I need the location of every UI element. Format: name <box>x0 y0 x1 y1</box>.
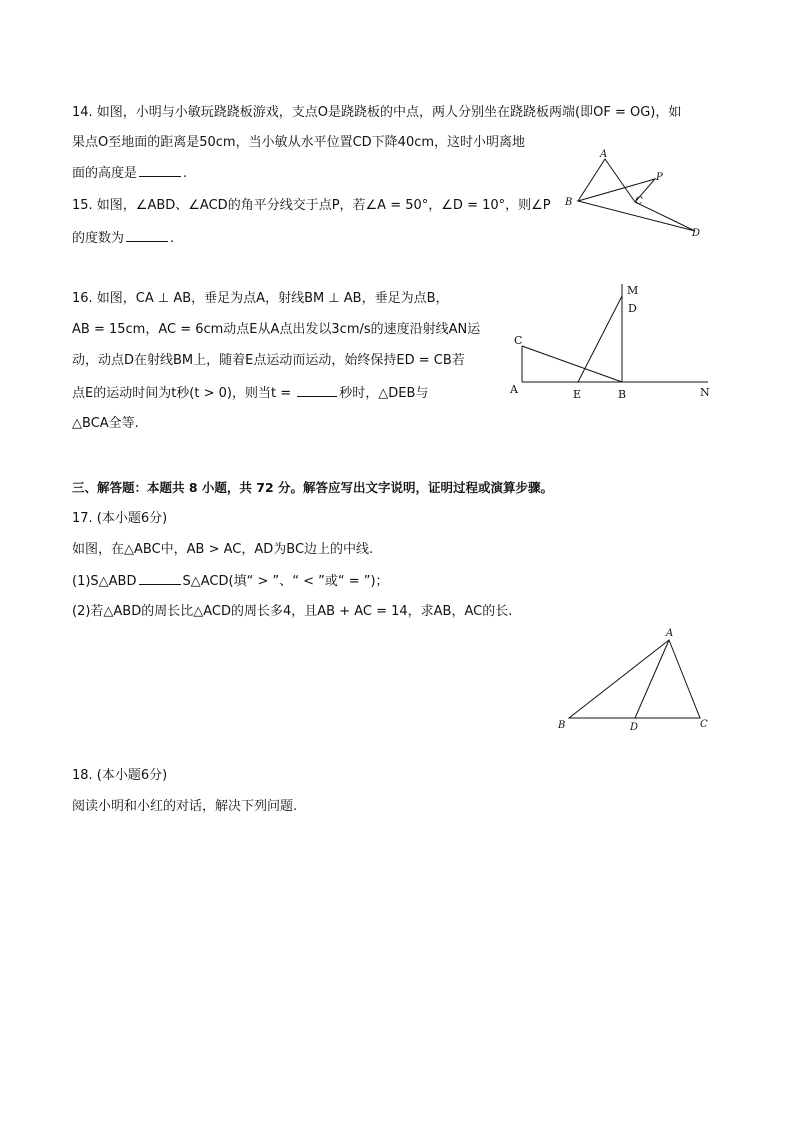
q16-label-c: C <box>514 334 523 347</box>
q14-line-3 <box>72 164 187 183</box>
q17-header: 17. (本小题6分) <box>72 511 168 526</box>
q16-line-4-text: 点E的运动时间为t秒(t > 0)，则当t = <box>72 386 296 401</box>
q15-line-2-end: . <box>170 231 175 246</box>
q16-label-b: B <box>618 388 627 401</box>
q16-line-4 <box>72 384 428 403</box>
q15-figure <box>560 146 710 242</box>
q16-label-d: D <box>628 302 637 315</box>
q15-label-p: P <box>656 172 663 183</box>
q14-line-3-end: . <box>183 166 188 181</box>
q16-line-4-end: 秒时，△DEB与 <box>339 386 429 401</box>
q17-label-b: B <box>558 720 566 731</box>
q17-part-1 <box>72 572 389 591</box>
q16-figure <box>508 278 718 403</box>
q17-answer-blank <box>139 572 181 585</box>
q17-line-1: 如图，在△ABC中，AB > AC，AD为BC边上的中线. <box>72 542 374 557</box>
q14-answer-blank <box>139 164 181 177</box>
q16-label-m: M <box>627 284 639 297</box>
q16-answer-blank <box>297 384 337 397</box>
q16-line-3: 动，动点D在射线BM上，随着E点运动而运动，始终保持ED = CB若 <box>72 353 465 368</box>
q16-label-a: A <box>510 383 518 396</box>
q17-label-c: C <box>700 719 708 730</box>
q16-label-n: N <box>700 386 710 399</box>
q15-label-a: A <box>600 149 608 160</box>
q15-line-2 <box>72 229 174 248</box>
q15-label-c: C <box>635 196 643 207</box>
q14-line-1: 14. 如图，小明与小敏玩跷跷板游戏，支点O是跷跷板的中点，两人分别坐在跷跷板两端(即OF = OG)，如 <box>72 105 682 120</box>
q17-figure <box>555 625 715 735</box>
q15-label-d: D <box>692 228 701 239</box>
q17-part-2: (2)若△ABD的周长比△ACD的周长多4，且AB + AC = 14，求AB，AC的长. <box>72 604 513 619</box>
q16-line-2: AB = 15cm，AC = 6cm动点E从A点出发以3cm/s的速度沿射线AN运 <box>72 322 481 337</box>
q14-line-2: 果点O至地面的距离是50cm，当小敏从水平位置CD下降40cm，这时小明离地 <box>72 135 526 150</box>
q16-label-e: E <box>573 388 582 401</box>
q17-part-1-right: S△ACD(填“ > ”、“ < ”或“ = ”)； <box>182 574 389 589</box>
q15-label-b: B <box>565 197 573 208</box>
q18-header: 18. (本小题6分) <box>72 768 168 783</box>
q15-answer-blank <box>126 229 168 242</box>
q16-line-5: △BCA全等. <box>72 416 139 431</box>
q15-line-2-text: 的度数为 <box>72 231 125 246</box>
q17-label-d: D <box>630 722 639 733</box>
section-3-title: 三、解答题：本题共 8 小题，共 72 分。解答应写出文字说明，证明过程或演算步骤。 <box>72 480 554 495</box>
q15-line-1: 15. 如图，∠ABD、∠ACD的角平分线交于点P，若∠A = 50°，∠D = 10°，则∠P <box>72 198 551 213</box>
q16-line-1: 16. 如图，CA ⊥ AB，垂足为点A，射线BM ⊥ AB，垂足为点B， <box>72 291 449 306</box>
q17-label-a: A <box>666 628 674 639</box>
q14-line-3-text: 面的高度是 <box>72 166 138 181</box>
q17-part-1-left: (1)S△ABD <box>72 574 137 589</box>
q18-line-1: 阅读小明和小红的对话，解决下列问题. <box>72 799 298 814</box>
